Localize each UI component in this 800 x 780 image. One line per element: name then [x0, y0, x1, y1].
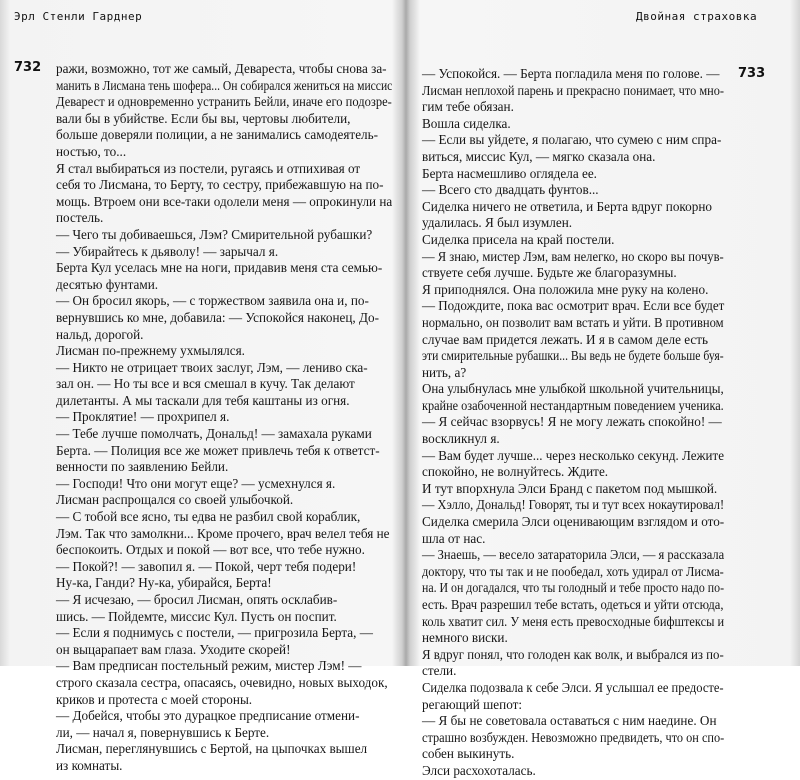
- text-line: — Господи! Что они могут еще? — усмехнулся я.: [56, 475, 336, 491]
- text-line: шись. — Пойдемте, миссис Кул. Пусть он поспит.: [56, 608, 337, 624]
- running-head: Двойная страховка: [636, 10, 758, 23]
- page-number: 733: [738, 66, 766, 81]
- page-body-text: [56, 61, 392, 775]
- text-line: гим тебе обязан.: [422, 99, 514, 115]
- text-line: есть. Врач разрешил тебе встать, одеться и уйти отсюда,: [422, 597, 724, 612]
- text-line: — Я знаю, мистер Лэм, вам нелегко, но скоро вы почув-: [422, 248, 724, 264]
- text-line: Берта Кул уселась мне на ноги, придавив меня ста семью-: [56, 260, 383, 276]
- text-line: Деварест и одновременно устранить Бейли, иначе его подозре-: [56, 94, 392, 110]
- text-line: нальд, дорогой.: [56, 326, 144, 342]
- text-line: Сиделка подозвала к себе Элси. Я услышал ее предосте-: [422, 679, 724, 695]
- text-line: Элси расхохоталась.: [422, 762, 536, 778]
- text-line: Лэм. Так что замолкни... Кроме прочего, врач велел тебя не: [56, 525, 390, 541]
- text-line: Лисман по-прежнему ухмылялся.: [56, 343, 245, 359]
- text-line: он выцарапает вам глаза. Уходите скорей!: [56, 641, 291, 657]
- text-line: Вошла сиделка.: [422, 115, 511, 131]
- text-line: И тут впорхнула Элси Бранд с пакетом под мышкой.: [422, 480, 718, 496]
- text-line: — С тобой все ясно, ты едва не разбил свой кораблик,: [56, 509, 361, 525]
- text-line: собен выкинуть.: [422, 746, 515, 762]
- text-line: Лисман распрощался со своей улыбочкой.: [56, 492, 294, 508]
- text-line: шла от нас.: [422, 530, 486, 546]
- text-line: случае вам придется лежать. И я в самом деле есть: [422, 331, 709, 347]
- text-line: — Добейся, чтобы это дурацкое предписание отмени-: [56, 708, 360, 724]
- text-line: доктору, что ты так и не пообедал, хоть удирал от Лисма-: [422, 563, 724, 579]
- text-line: — Я бы не советовала оставаться с ним наедине. Он: [422, 713, 717, 729]
- page-number: 732: [14, 60, 42, 75]
- text-line: — Тебе лучше помолчать, Дональд! — замахала руками: [56, 426, 372, 442]
- text-line: — Знаешь, — весело затараторила Элси, — я рассказала: [422, 547, 725, 563]
- text-line: эти смирительные рубашки... Вы ведь не будете больше буя-: [422, 348, 724, 364]
- text-line: мощь. Втроем они все-таки одолели меня — опрокинули на: [56, 193, 393, 209]
- text-line: Она улыбнулась мне улыбкой школьной учительницы,: [422, 381, 724, 397]
- text-line: — Успокойся. — Берта погладила меня по голове. —: [422, 66, 720, 81]
- text-line: — Чего ты добиваешься, Лэм? Смирительной рубашки?: [56, 226, 373, 242]
- text-line: из комнаты.: [56, 757, 123, 773]
- text-line: Берта. — Полиция все же может привлечь тебя к ответст-: [56, 442, 380, 458]
- text-line: больше доверяли полиции, а не занимались самодеятель-: [56, 127, 379, 143]
- text-line: Сиделка ничего не ответила, и Берта вдруг покорно: [422, 198, 712, 214]
- text-line: — Я сейчас взорвусь! Я не могу лежать спокойно! —: [422, 414, 722, 430]
- text-line: немного виски.: [422, 630, 508, 646]
- text-line: нить, а?: [422, 364, 467, 380]
- text-line: — Проклятие! — прохрипел я.: [56, 409, 230, 425]
- text-line: крайне озабоченной нестандартным поведением ученика.: [422, 397, 724, 413]
- text-line: криков и протеста с моей стороны.: [56, 691, 253, 707]
- text-line: постель.: [56, 210, 104, 226]
- text-line: — Всего сто двадцать фунтов...: [422, 182, 599, 198]
- text-line: десятью фунтами.: [56, 276, 159, 292]
- text-line: Лисман неплохой парень и прекрасно понимает, что мно-: [422, 82, 725, 98]
- text-line: Я приподнялся. Она положила мне руку на колено.: [422, 281, 709, 297]
- text-line: манить в Лисмана тень шофера... Он собирался жениться на миссис: [56, 77, 393, 93]
- text-line: венности по заявлению Бейли.: [56, 459, 229, 475]
- text-line: воскликнул я.: [422, 431, 500, 447]
- text-line: — Покой?! — завопил я. — Покой, черт тебя подери!: [56, 558, 357, 574]
- page-body-text: [422, 66, 724, 780]
- text-line: Берта насмешливо оглядела ее.: [422, 165, 597, 181]
- right-page: [404, 0, 800, 778]
- text-line: Я стал выбираться из постели, ругаясь и отпихивая от: [56, 160, 361, 176]
- text-line: Лисман, переглянувшись с Бертой, на цыпочках вышел: [56, 741, 368, 757]
- text-line: Сиделка смерила Элси оценивающим взглядом и ото-: [422, 514, 725, 530]
- text-line: вернувшись ко мне, добавила: — Успокойся наконец, До-: [56, 309, 380, 325]
- text-line: удалилась. Я был изумлен.: [422, 215, 573, 231]
- text-line: — Никто не отрицает твоих заслуг, Лэм, — лениво ска-: [56, 359, 368, 375]
- text-line: Я вдруг понял, что голоден как волк, и выбрался из по-: [422, 646, 724, 662]
- text-line: страшно возбужден. Невозможно предвидеть, что он спо-: [422, 729, 725, 745]
- text-line: — Я исчезаю, — бросил Лисман, опять осклабив-: [56, 592, 338, 607]
- text-line: виться, миссис Кул, — мягко сказала она.: [422, 148, 656, 164]
- text-line: — Хэлло, Дональд! Говорят, ты и тут всех нокаутировал!: [422, 497, 725, 513]
- text-line: — Если вы уйдете, я полагаю, что сумею с ним спра-: [422, 132, 722, 148]
- text-line: — Вам будет лучше... через несколько секунд. Лежите: [422, 447, 724, 463]
- text-line: — Подождите, пока вас осмотрит врач. Если все будет: [422, 298, 725, 314]
- text-line: — Вам предписан постельный режим, мистер Лэм! —: [56, 658, 362, 674]
- text-line: Сиделка присела на край постели.: [422, 231, 615, 247]
- running-head: Эрл Стенли Гарднер: [14, 10, 143, 23]
- text-line: вали бы в убийстве. Если бы вы, чертовы любители,: [56, 110, 351, 126]
- text-line: строго сказала сестра, опасаясь, очевидно, новых выходок,: [56, 674, 388, 690]
- text-line: — Убирайтесь к дьяволу! — зарычал я.: [56, 243, 279, 259]
- text-line: себя то Лисмана, то Берту, то сестру, прибежавшую на по-: [56, 177, 384, 193]
- text-line: регающий шепот:: [422, 696, 523, 712]
- text-line: Ну-ка, Ганди? Ну-ка, убирайся, Берта!: [56, 575, 272, 591]
- text-line: — Если я поднимусь с постели, — пригрозила Берта, —: [56, 625, 373, 641]
- text-line: на. И он догадался, что ты голодный и тебе просто надо по-: [422, 580, 725, 596]
- text-line: коль хватит сил. У меня есть превосходные бифштексы и: [422, 613, 725, 629]
- text-line: нормально, он позволит вам встать и уйти. В противном: [422, 314, 724, 330]
- text-line: ствуете себя лучше. Будьте же благоразумны.: [422, 265, 677, 281]
- text-line: ностью, то...: [56, 143, 127, 159]
- text-line: стели.: [422, 663, 457, 679]
- text-line: зал он. — Но ты все и вся смешал в кучу. Так делают: [56, 376, 355, 392]
- text-line: — Он бросил якорь, — с торжеством заявила она и, по-: [56, 293, 369, 309]
- text-line: спокойно, не волнуйтесь. Ждите.: [422, 464, 609, 480]
- text-line: дилетанты. А мы таскали для тебя каштаны из огня.: [56, 392, 350, 408]
- text-line: ражи, возможно, тот же самый, Девареста, чтобы снова за-: [56, 61, 387, 76]
- text-line: беспокоить. Отдых и покой — вот все, что тебе нужно.: [56, 542, 365, 558]
- text-line: ли, — начал я, повернувшись к Берте.: [56, 724, 270, 740]
